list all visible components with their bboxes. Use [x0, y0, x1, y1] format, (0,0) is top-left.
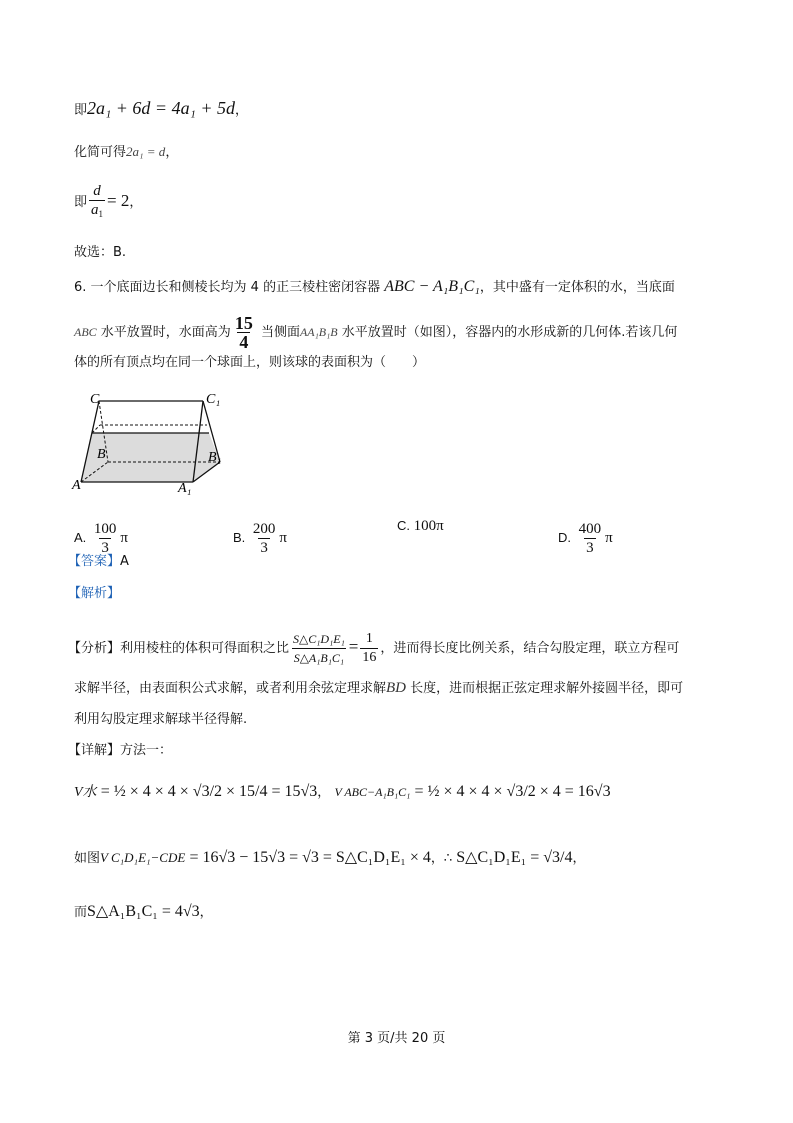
pi: π	[279, 529, 287, 546]
area-expr: = 16√3 − 15√3 = √3 = S△C₁D₁E₁ × 4	[189, 849, 431, 866]
line-2	[74, 142, 178, 163]
eq-volume-line	[74, 782, 611, 803]
line-1	[74, 98, 248, 121]
detail-line	[68, 741, 172, 761]
math: ABC − A₁B₁C₁	[384, 278, 480, 295]
text: 即	[74, 195, 88, 210]
text: ，	[129, 195, 143, 210]
eq-base-area-line	[74, 902, 213, 923]
option-letter: C.	[397, 518, 410, 533]
text: ，其中盛有一定体积的水，当底面	[479, 280, 675, 295]
v-lhs: V C₁D₁E₁−CDE	[100, 850, 186, 865]
text: 如图	[74, 851, 101, 866]
label-c: C	[90, 392, 100, 407]
text: 求解半径，由表面积公式求解，或者利用余弦定理求解	[74, 681, 387, 696]
fenxi-line-3: 利用勾股定理求解球半径得解.	[74, 712, 248, 727]
text: 即	[74, 103, 88, 118]
option-b[interactable]	[233, 520, 287, 557]
text: ，	[165, 145, 179, 160]
option-d[interactable]	[558, 520, 613, 557]
text: 化简可得	[74, 145, 127, 160]
option-a-fraction: $\frac{100}{3}$	[93, 521, 117, 556]
text: 水平放置时，水面高为	[96, 325, 231, 340]
question-number: 6.	[74, 280, 87, 295]
detail-tag: 【详解】	[68, 743, 121, 758]
text: ，	[317, 785, 331, 800]
option-d-fraction: $\frac{400}{3}$	[578, 521, 602, 556]
text: ，	[199, 905, 213, 920]
text: ，	[572, 851, 586, 866]
text: 利用棱柱的体积可得面积之比	[120, 641, 290, 656]
fraction-d-over-a1: $\frac{d}{a_1}$	[89, 182, 105, 223]
fraction-15-over-4: $\frac{15}{4}$	[234, 313, 253, 352]
volume-water-expr: = ½ × 4 × 4 × √3/2 × 15/4 = 15√3	[100, 783, 318, 800]
label-c1: C₁	[206, 392, 221, 407]
text: 当侧面	[256, 325, 300, 340]
volume-prism-expr: = ½ × 4 × 4 × √3/2 × 4 = 16√3	[414, 783, 611, 800]
one-sixteenth-fraction: $\frac{1}{16}$	[362, 631, 377, 665]
v-prism: V ABC−A₁B₁C₁	[334, 785, 411, 799]
text: 一个底面边长和侧棱长均为 4 的正三棱柱密闭容器	[90, 280, 381, 295]
base-area-expr: S△A₁B₁C₁ = 4√3	[87, 903, 200, 920]
label-b1: B₁	[208, 450, 222, 465]
option-letter: D.	[558, 529, 571, 545]
question-line-1	[74, 277, 675, 298]
v-water: V水	[74, 785, 97, 800]
answer-value: A	[120, 554, 129, 569]
answer-tag: 【答案】	[68, 554, 121, 569]
fenxi-line-2	[74, 678, 683, 699]
equation-1: 2a₁ + 6d = 4a₁ + 5d	[87, 98, 235, 118]
line-4: 故选：B.	[74, 245, 127, 260]
label-b: B	[97, 447, 106, 462]
page-footer: 第 3 页/共 20 页	[347, 1031, 446, 1046]
option-letter: B.	[233, 529, 246, 545]
text: 方法一：	[120, 743, 173, 758]
prism-figure	[70, 388, 230, 498]
text: 水平放置时（如图），容器内的水形成新的几何体.若该几何	[337, 325, 678, 340]
text: ，进而得长度比例关系，结合勾股定理，联立方程可	[380, 641, 680, 656]
equation-2: 2a₁ = d	[126, 144, 166, 159]
analysis-tag: 【解析】	[68, 586, 121, 601]
area-ratio-fraction: $\frac{\text{S△C₁D₁E₁}}{\text{S△A₁B₁C₁}}$	[293, 632, 345, 665]
option-c[interactable]	[397, 518, 444, 535]
pi: π	[605, 529, 613, 546]
option-b-fraction: $\frac{200}{3}$	[252, 521, 276, 556]
label-a1: A₁	[178, 481, 192, 496]
text: ，∴	[430, 851, 453, 866]
line-3: 即 $\frac{d}{a_1}$ = 2，	[74, 182, 142, 223]
fenxi-line-1: 【分析】利用棱柱的体积可得面积之比 $\frac{\text{S△C₁D₁E₁}}{\text{S△A₁B₁C₁}}$ = $\frac{1}{16}$ ，进而得长度比例关系，结合勾股定理，联立方程可	[68, 631, 680, 665]
text: 而	[74, 905, 88, 920]
label-a: A	[72, 478, 81, 493]
question-line-2	[74, 314, 677, 351]
question-line-3: 体的所有顶点均在同一个球面上，则该球的表面积为（ ）	[74, 355, 426, 370]
math: BD	[386, 680, 407, 696]
answer-line	[68, 552, 129, 572]
area-result: S△C₁D₁E₁ = √3/4	[456, 849, 573, 866]
eq-area-line	[74, 848, 585, 869]
math: ABC	[74, 325, 97, 339]
option-c-value: 100π	[413, 518, 444, 534]
pi: π	[120, 529, 128, 546]
math: AA₁B₁B	[299, 325, 338, 339]
text: 长度，进而根据正弦定理求解外接圆半径，即可	[406, 681, 684, 696]
fenxi-tag: 【分析】	[68, 641, 121, 656]
option-letter: A.	[74, 529, 87, 545]
text: ，	[234, 103, 248, 118]
